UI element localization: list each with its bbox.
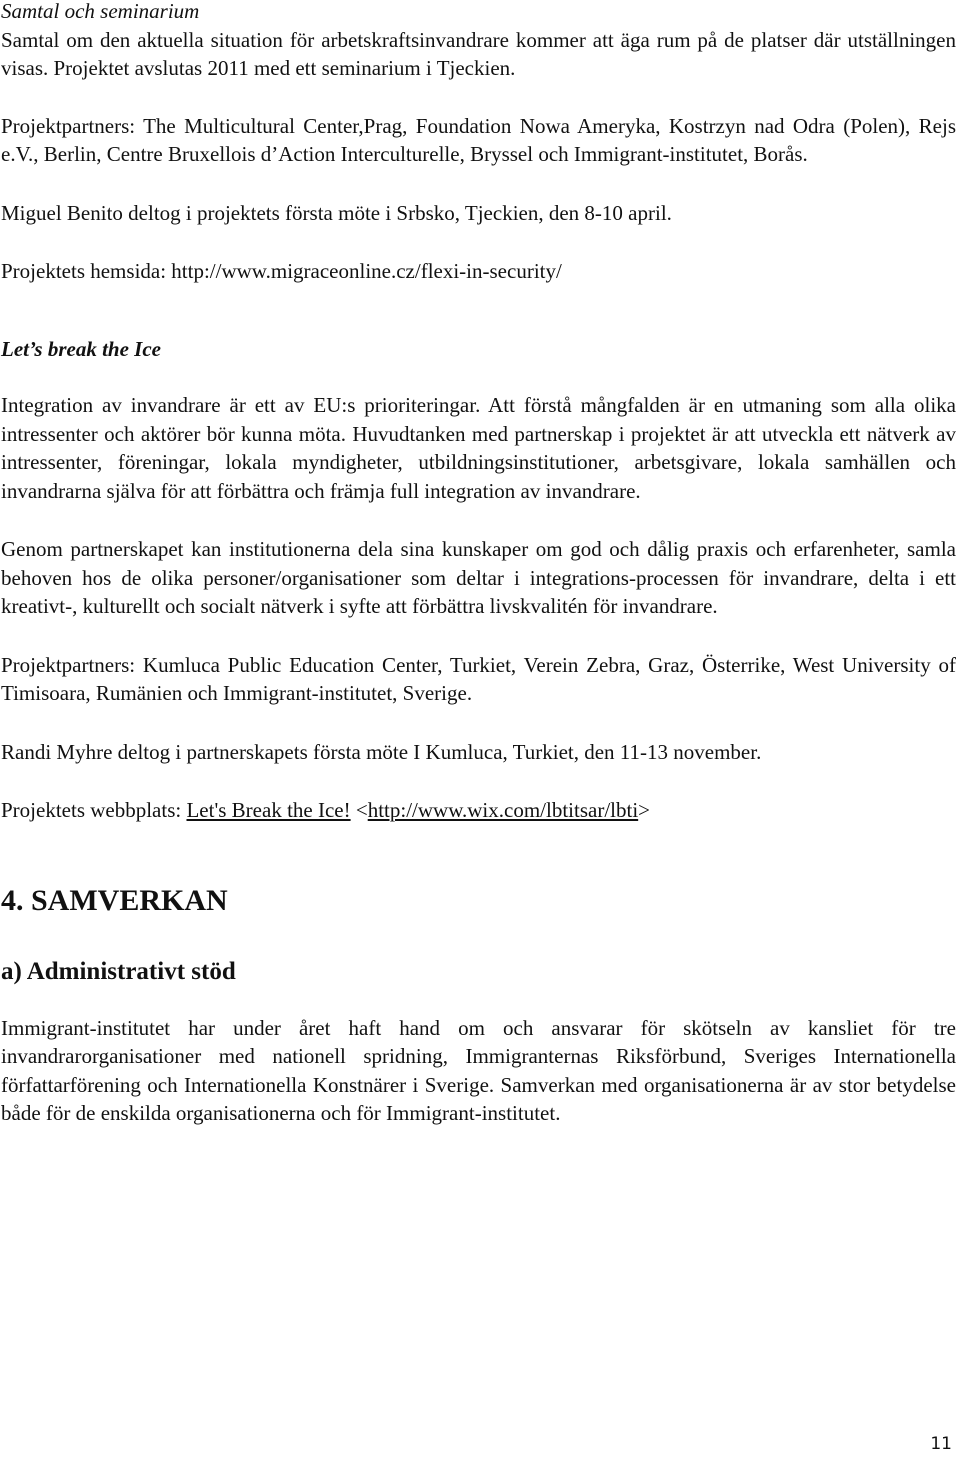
integration-paragraph: Integration av invandrare är ett av EU:s prioriteringar. Att förstå mångfalden är en utmaning som alla olika intressenter och aktörer bör kunna möta. Huvudtanken med partnerskap i projektet är att utveckla ett nätverk av intressenter, föreningar, lokala myndigheter, utbildningsinstitutioner, arbetsgivare, lokala samhällen och invandrarna själva för att förbättra och främja full integration av invandrare. bbox=[1, 393, 956, 503]
meeting-paragraph-1: Miguel Benito deltog i projektets första möte i Srbsko, Tjeckien, den 8-10 april. bbox=[1, 200, 672, 225]
lets-break-the-ice-link[interactable]: Let's Break the Ice! bbox=[186, 798, 351, 822]
partners-paragraph-2: Projektpartners: Kumluca Public Education Center, Turkiet, Verein Zebra, Graz, Österrike, West University of Timisoara, Rumänien och Immigrant-institutet, Sverige. bbox=[1, 652, 956, 705]
website-suffix: > bbox=[638, 798, 651, 822]
website-middle: < bbox=[350, 798, 368, 822]
wix-url-link[interactable]: http://www.wix.com/lbtitsar/lbti bbox=[367, 798, 639, 822]
project-heading: Let’s break the Ice bbox=[1, 336, 161, 361]
section-heading: 4. SAMVERKAN bbox=[1, 883, 228, 917]
intro-heading: Samtal och seminarium bbox=[1, 0, 200, 23]
meeting-paragraph-2: Randi Myhre deltog i partnerskapets första möte I Kumluca, Turkiet, den 11-13 november. bbox=[1, 739, 762, 764]
intro-paragraph: Samtal om den aktuella situation för arbetskraftsinvandrare kommer att äga rum på de platser där utställningen visas. Projektet avslutas 2011 med ett seminarium i Tjeckien. bbox=[1, 27, 956, 80]
partners-paragraph-1: Projektpartners: The Multicultural Center,Prag, Foundation Nowa Ameryka, Kostrzyn nad Odra (Polen), Rejs e.V., Berlin, Centre Bruxellois d’Action Interculturelle, Bryssel och Immigrant-institutet, Borås. bbox=[1, 113, 956, 166]
subsection-heading: a) Administrativt stöd bbox=[1, 957, 236, 985]
page-number: 11 bbox=[930, 1434, 952, 1454]
website-paragraph bbox=[1, 796, 956, 825]
homepage-paragraph-1: Projektets hemsida: http://www.migraceonline.cz/flexi-in-security/ bbox=[1, 259, 562, 283]
website-prefix: Projektets webbplats: bbox=[1, 798, 187, 822]
partnership-paragraph: Genom partnerskapet kan institutionerna dela sina kunskaper om god och dålig praxis och erfarenheter, samla behoven hos de olika personer/organisationer som deltar i integrations-processen för invandrare, delta i ett kreativt-, kulturellt och socialt nätverk i syfte att förbättra livskvalitén för invandrare. bbox=[1, 537, 956, 618]
admin-paragraph: Immigrant-institutet har under året haft hand om och ansvarar för skötseln av kansliet för tre invandrarorganisationer med nationell spridning, Immigranternas Riksförbund, Sveriges Internationella författarförening och Internationella Konstnärer i Sverige. Samverkan med organisationerna är av stor betydelse både för de enskilda organisationerna och för Immigrant-institutet. bbox=[1, 1015, 956, 1125]
